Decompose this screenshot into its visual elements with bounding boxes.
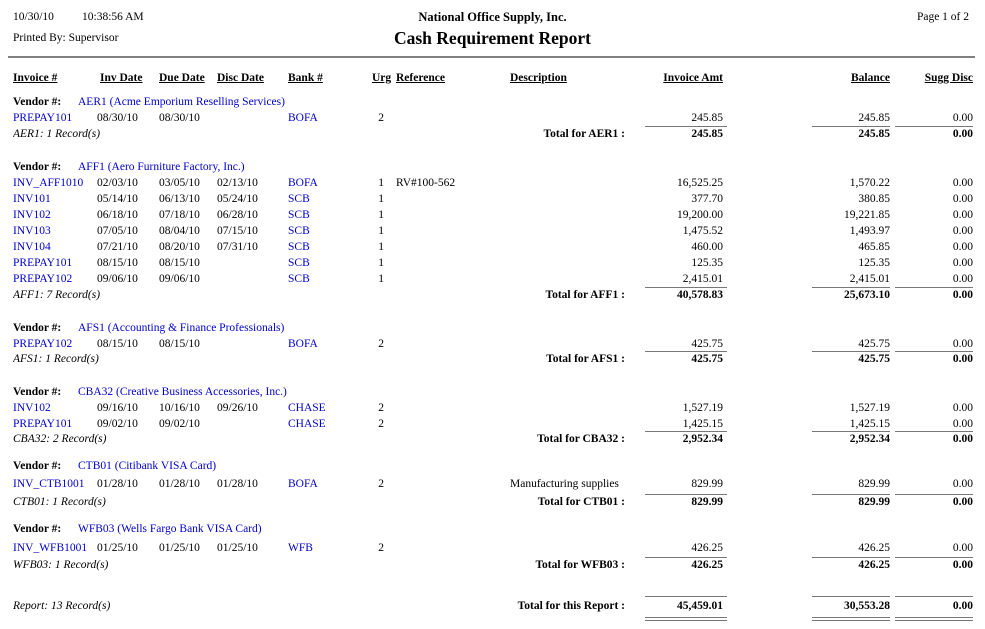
vendor-label: Vendor #:	[13, 322, 62, 334]
col-header-due-date: Due Date	[159, 72, 205, 84]
invoice-row	[0, 273, 985, 287]
disc-date: 01/25/10	[217, 542, 258, 554]
invoice-amt: 125.35	[691, 257, 723, 269]
col-header-reference: Reference	[396, 72, 445, 84]
section-total-row	[0, 289, 985, 303]
column-header-row	[0, 72, 985, 86]
balance: 1,570.22	[849, 177, 890, 189]
invoice-row	[0, 209, 985, 223]
vendor-name-link[interactable]: WFB03 (Wells Fargo Bank VISA Card)	[78, 523, 262, 535]
vendor-header-row	[0, 460, 985, 474]
due-date: 06/13/10	[159, 193, 200, 205]
urgency: 1	[378, 273, 384, 285]
bank-link[interactable]: BOFA	[288, 177, 318, 189]
total-invoice-amt: 829.99	[691, 496, 723, 508]
due-date: 03/05/10	[159, 177, 200, 189]
vendor-label: Vendor #:	[13, 96, 62, 108]
vendor-header-row	[0, 523, 985, 537]
due-date: 08/30/10	[159, 112, 200, 124]
section-total-label: Total for CTB01 :	[537, 496, 625, 508]
sugg-disc: 0.00	[952, 225, 973, 237]
invoice-number-link[interactable]: PREPAY102	[13, 338, 73, 350]
invoice-row	[0, 241, 985, 255]
vendor-label: Vendor #:	[13, 386, 62, 398]
total-invoice-amt: 425.75	[691, 353, 723, 365]
total-sugg-disc: 0.00	[952, 559, 973, 571]
invoice-amt: 426.25	[691, 542, 723, 554]
invoice-row	[0, 193, 985, 207]
balance: 1,425.15	[849, 418, 890, 430]
invoice-number-link[interactable]: INV_WFB1001	[13, 542, 88, 554]
urgency: 1	[378, 193, 384, 205]
due-date: 09/02/10	[159, 418, 200, 430]
invoice-amt: 19,200.00	[677, 209, 723, 221]
subtotal-rule	[645, 287, 727, 288]
col-header-description: Description	[510, 72, 567, 84]
vendor-name-link[interactable]: CTB01 (Citibank VISA Card)	[78, 460, 217, 472]
col-header-invoice: Invoice #	[13, 72, 58, 84]
urgency: 1	[378, 257, 384, 269]
bank-link[interactable]: CHASE	[288, 418, 326, 430]
inv-date: 09/06/10	[97, 273, 138, 285]
total-invoice-amt: 426.25	[691, 559, 723, 571]
invoice-number-link[interactable]: PREPAY101	[13, 112, 73, 124]
balance: 829.99	[858, 478, 890, 490]
disc-date: 05/24/10	[217, 193, 258, 205]
total-sugg-disc: 0.00	[952, 289, 973, 301]
total-sugg-disc: 0.00	[952, 128, 973, 140]
col-header-balance: Balance	[851, 72, 890, 84]
sugg-disc: 0.00	[952, 177, 973, 189]
subtotal-rule	[645, 351, 727, 352]
balance: 1,527.19	[849, 402, 890, 414]
vendor-header-row	[0, 161, 985, 175]
inv-date: 09/02/10	[97, 418, 138, 430]
sugg-disc: 0.00	[952, 193, 973, 205]
invoice-row	[0, 402, 985, 416]
report-title: Cash Requirement Report	[393, 28, 592, 48]
invoice-row	[0, 177, 985, 191]
disc-date: 01/28/10	[217, 478, 258, 490]
sugg-disc: 0.00	[952, 209, 973, 221]
vendor-name-link[interactable]: AER1 (Acme Emporium Reselling Services)	[78, 96, 285, 108]
subtotal-rule	[895, 351, 973, 352]
bank-link[interactable]: WFB	[288, 542, 313, 554]
invoice-number-link[interactable]: INV101	[13, 193, 51, 205]
grand-total-double-rule	[812, 617, 890, 618]
invoice-row	[0, 112, 985, 126]
inv-date: 06/18/10	[97, 209, 138, 221]
invoice-amt: 16,525.25	[677, 177, 723, 189]
due-date: 01/28/10	[159, 478, 200, 490]
grand-total-rule	[812, 596, 890, 597]
due-date: 08/15/10	[159, 257, 200, 269]
subtotal-rule	[645, 126, 727, 127]
invoice-number-link[interactable]: INV104	[13, 241, 51, 253]
section-total-row	[0, 353, 985, 367]
due-date: 08/15/10	[159, 338, 200, 350]
vendor-header-row	[0, 386, 985, 400]
due-date: 07/18/10	[159, 209, 200, 221]
disc-date: 07/15/10	[217, 225, 258, 237]
inv-date: 08/30/10	[97, 112, 138, 124]
section-total-row	[0, 433, 985, 447]
grand-total-double-rule	[895, 617, 973, 618]
sugg-disc: 0.00	[952, 402, 973, 414]
invoice-number-link[interactable]: INV102	[13, 402, 51, 414]
bank-link[interactable]: BOFA	[288, 112, 318, 124]
sugg-disc: 0.00	[952, 273, 973, 285]
sugg-disc: 0.00	[952, 478, 973, 490]
subtotal-rule	[895, 287, 973, 288]
report-total-sugg-disc: 0.00	[952, 600, 973, 612]
section-total-label: Total for WFB03 :	[535, 559, 625, 571]
description: Manufacturing supplies	[510, 478, 619, 490]
due-date: 08/20/10	[159, 241, 200, 253]
bank-link[interactable]: SCB	[288, 241, 310, 253]
header-separator	[8, 56, 975, 58]
subtotal-rule	[895, 557, 973, 558]
subtotal-rule	[812, 557, 890, 558]
invoice-amt: 2,415.01	[682, 273, 723, 285]
urgency: 2	[378, 418, 384, 430]
total-invoice-amt: 40,578.83	[677, 289, 723, 301]
section-total-row	[0, 559, 985, 573]
bank-link[interactable]: SCB	[288, 209, 310, 221]
disc-date: 09/26/10	[217, 402, 258, 414]
vendor-name-link[interactable]: CBA32 (Creative Business Accessories, Inc.)	[78, 386, 287, 398]
urgency: 1	[378, 241, 384, 253]
invoice-number-link[interactable]: INV102	[13, 209, 51, 221]
invoice-amt: 377.70	[691, 193, 723, 205]
subtotal-rule	[645, 557, 727, 558]
print-time: 10:38:56 AM	[82, 11, 144, 23]
inv-date: 01/28/10	[97, 478, 138, 490]
vendor-header-row	[0, 322, 985, 336]
invoice-row	[0, 225, 985, 239]
bank-link[interactable]: SCB	[288, 273, 310, 285]
inv-date: 07/21/10	[97, 241, 138, 253]
sugg-disc: 0.00	[952, 542, 973, 554]
company-name: National Office Supply, Inc.	[418, 10, 567, 24]
section-total-row	[0, 128, 985, 142]
sugg-disc: 0.00	[952, 338, 973, 350]
report-record-count: Report: 13 Record(s)	[13, 600, 111, 612]
due-date: 09/06/10	[159, 273, 200, 285]
subtotal-rule	[895, 126, 973, 127]
grand-total-double-rule	[645, 617, 727, 618]
invoice-number-link[interactable]: PREPAY101	[13, 257, 73, 269]
inv-date: 01/25/10	[97, 542, 138, 554]
bank-link[interactable]: BOFA	[288, 478, 318, 490]
invoice-row	[0, 542, 985, 556]
total-invoice-amt: 245.85	[691, 128, 723, 140]
total-balance: 426.25	[858, 559, 890, 571]
record-count: CTB01: 1 Record(s)	[13, 496, 106, 508]
invoice-row	[0, 257, 985, 271]
urgency: 2	[378, 338, 384, 350]
sugg-disc: 0.00	[952, 257, 973, 269]
printed-by: Printed By: Supervisor	[13, 32, 119, 44]
total-invoice-amt: 2,952.34	[682, 433, 723, 445]
invoice-row	[0, 338, 985, 352]
inv-date: 02/03/10	[97, 177, 138, 189]
urgency: 1	[378, 177, 384, 189]
balance: 380.85	[858, 193, 890, 205]
section-total-label: Total for AER1 :	[543, 128, 625, 140]
disc-date: 07/31/10	[217, 241, 258, 253]
record-count: AFF1: 7 Record(s)	[13, 289, 101, 301]
section-total-label: Total for AFS1 :	[546, 353, 625, 365]
col-header-invoice-amt: Invoice Amt	[663, 72, 723, 84]
subtotal-rule	[812, 126, 890, 127]
reference	[396, 112, 506, 126]
bank-link[interactable]: SCB	[288, 225, 310, 237]
invoice-amt: 1,425.15	[682, 418, 723, 430]
total-balance: 25,673.10	[844, 289, 890, 301]
balance: 465.85	[858, 241, 890, 253]
urgency: 2	[378, 478, 384, 490]
section-total-label: Total for AFF1 :	[545, 289, 625, 301]
grand-total-double-rule	[645, 620, 727, 621]
record-count: CBA32: 2 Record(s)	[13, 433, 107, 445]
balance: 2,415.01	[849, 273, 890, 285]
reference: RV#100-562	[396, 177, 456, 189]
grand-total-rule	[645, 596, 727, 597]
invoice-number-link[interactable]: PREPAY102	[13, 273, 73, 285]
urgency: 2	[378, 402, 384, 414]
grand-total-double-rule	[812, 620, 890, 621]
due-date: 08/04/10	[159, 225, 200, 237]
record-count: AER1: 1 Record(s)	[13, 128, 101, 140]
section-total-label: Total for CBA32 :	[537, 433, 625, 445]
subtotal-rule	[812, 351, 890, 352]
inv-date: 08/15/10	[97, 338, 138, 350]
inv-date: 05/14/10	[97, 193, 138, 205]
subtotal-rule	[812, 287, 890, 288]
balance: 1,493.97	[849, 225, 890, 237]
inv-date: 09/16/10	[97, 402, 138, 414]
record-count: WFB03: 1 Record(s)	[13, 559, 109, 571]
total-balance: 829.99	[858, 496, 890, 508]
inv-date: 08/15/10	[97, 257, 138, 269]
balance: 425.75	[858, 338, 890, 350]
balance: 245.85	[858, 112, 890, 124]
due-date: 01/25/10	[159, 542, 200, 554]
vendor-label: Vendor #:	[13, 161, 62, 173]
disc-date: 06/28/10	[217, 209, 258, 221]
balance: 19,221.85	[844, 209, 890, 221]
col-header-inv-date: Inv Date	[100, 72, 143, 84]
sugg-disc: 0.00	[952, 418, 973, 430]
invoice-amt: 1,527.19	[682, 402, 723, 414]
grand-total-rule	[895, 596, 973, 597]
grand-total-double-rule	[895, 620, 973, 621]
report-total-label: Total for this Report :	[517, 600, 625, 612]
print-date: 10/30/10	[13, 11, 54, 23]
col-header-disc-date: Disc Date	[217, 72, 264, 84]
bank-link[interactable]: SCB	[288, 257, 310, 269]
invoice-amt: 425.75	[691, 338, 723, 350]
invoice-row	[0, 478, 985, 492]
sugg-disc: 0.00	[952, 112, 973, 124]
report-total-row	[0, 600, 985, 614]
due-date: 10/16/10	[159, 402, 200, 414]
bank-link[interactable]: CHASE	[288, 402, 326, 414]
invoice-number-link[interactable]: INV_CTB1001	[13, 478, 85, 490]
bank-link[interactable]: BOFA	[288, 338, 318, 350]
subtotal-rule	[895, 431, 973, 432]
invoice-amt: 1,475.52	[682, 225, 723, 237]
record-count: AFS1: 1 Record(s)	[13, 353, 99, 365]
urgency: 1	[378, 209, 384, 221]
page-number: Page 1 of 2	[916, 11, 969, 23]
balance: 125.35	[858, 257, 890, 269]
total-sugg-disc: 0.00	[952, 496, 973, 508]
total-balance: 2,952.34	[849, 433, 890, 445]
invoice-number-link[interactable]: INV_AFF1010	[13, 177, 84, 189]
vendor-header-row	[0, 96, 985, 110]
vendor-name-link[interactable]: AFS1 (Accounting & Finance Professionals)	[78, 322, 285, 334]
urgency: 2	[378, 542, 384, 554]
sugg-disc: 0.00	[952, 241, 973, 253]
invoice-number-link[interactable]: INV103	[13, 225, 51, 237]
total-sugg-disc: 0.00	[952, 353, 973, 365]
inv-date: 07/05/10	[97, 225, 138, 237]
section-total-row	[0, 496, 985, 510]
total-balance: 425.75	[858, 353, 890, 365]
balance: 426.25	[858, 542, 890, 554]
invoice-number-link[interactable]: PREPAY101	[13, 418, 73, 430]
invoice-amt: 245.85	[691, 112, 723, 124]
col-header-sugg-disc: Sugg Disc	[924, 72, 973, 84]
vendor-label: Vendor #:	[13, 460, 62, 472]
report-total-balance: 30,553.28	[844, 600, 890, 612]
total-sugg-disc: 0.00	[952, 433, 973, 445]
subtotal-rule	[645, 431, 727, 432]
report-total-invoice-amt: 45,459.01	[677, 600, 723, 612]
invoice-row	[0, 418, 985, 432]
subtotal-rule	[812, 494, 890, 495]
urgency: 2	[378, 112, 384, 124]
col-header-urg: Urg	[372, 72, 392, 84]
invoice-amt: 460.00	[691, 241, 723, 253]
total-balance: 245.85	[858, 128, 890, 140]
subtotal-rule	[895, 494, 973, 495]
disc-date: 02/13/10	[217, 177, 258, 189]
disc-date	[217, 112, 263, 126]
vendor-name-link[interactable]: AFF1 (Aero Furniture Factory, Inc.)	[78, 161, 245, 173]
urgency: 1	[378, 225, 384, 237]
subtotal-rule	[645, 494, 727, 495]
col-header-bank: Bank #	[288, 72, 323, 84]
bank-link[interactable]: SCB	[288, 193, 310, 205]
subtotal-rule	[812, 431, 890, 432]
vendor-label: Vendor #:	[13, 523, 62, 535]
invoice-amt: 829.99	[691, 478, 723, 490]
